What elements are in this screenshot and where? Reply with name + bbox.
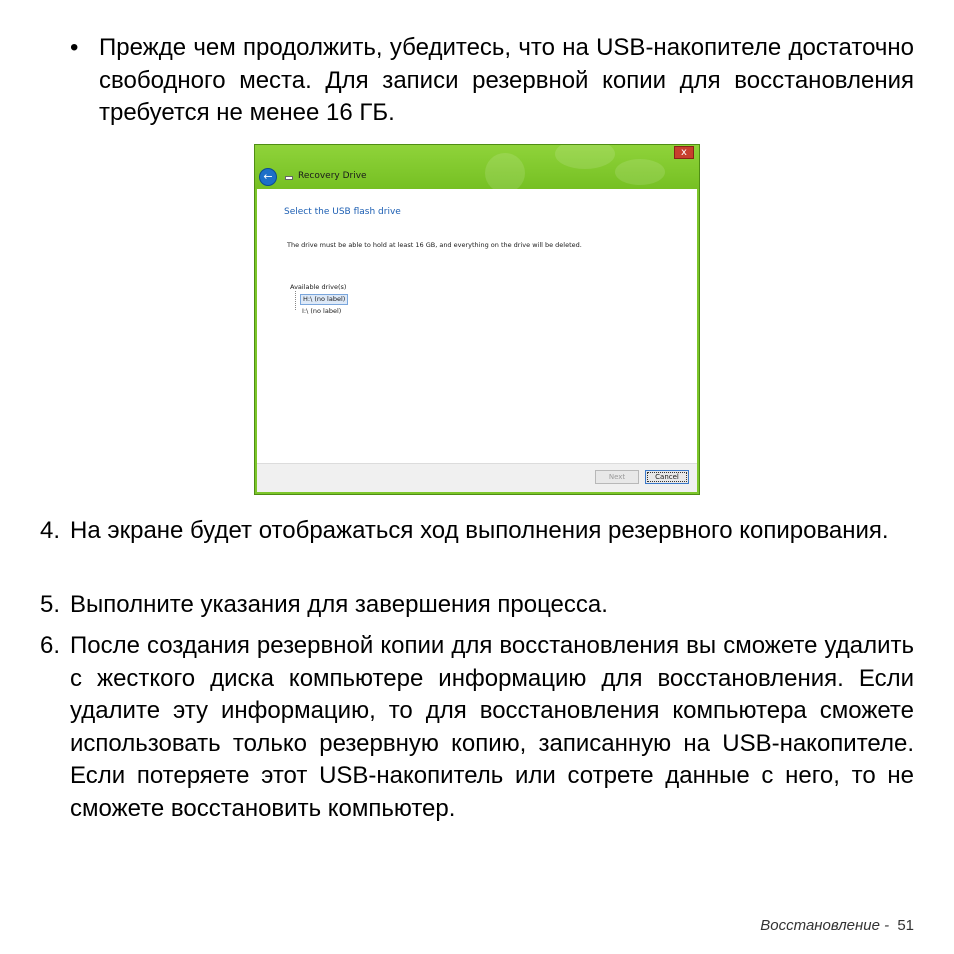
page-footer [760, 917, 914, 934]
cancel-button[interactable]: Cancel [645, 470, 689, 484]
close-icon[interactable]: x [674, 146, 694, 159]
step-text: Выполните указания для завершения процесса. [70, 591, 608, 618]
drive-item-h[interactable]: H:\ (no label) [300, 294, 348, 305]
footer-section: Восстановление - [760, 917, 890, 934]
drive-item-i[interactable]: I:\ (no label) [302, 307, 342, 315]
dialog-content [257, 189, 697, 492]
bullet-marker: • [70, 34, 79, 61]
step-number: 4. [40, 517, 61, 544]
bullet-paragraph: Прежде чем продолжить, убедитесь, что на USB-накопителе достаточно свободного места. Для записи резервной копии для восстановления требуется не менее 16 ГБ. [99, 34, 914, 126]
dialog-heading: Select the USB flash drive [284, 207, 401, 217]
next-button[interactable]: Next [595, 470, 639, 484]
available-drives-label: Available drive(s) [290, 283, 347, 291]
window-titlebar [255, 145, 699, 189]
step-text: После создания резервной копии для восстановления вы сможете удалить с жесткого диска компьютере информацию для восстановления. Если удалите эту информацию, то для восстановления компьютера сможете использовать только резервную копию, записанную на USB-накопителе. Если потеряете этот USB-накопитель или сотрете данные с него, то не сможете восстановить компьютер. [70, 632, 914, 822]
dialog-description: The drive must be able to hold at least 16 GB, and everything on the drive will be deleted. [287, 241, 582, 249]
dialog-footer [257, 463, 697, 492]
step-text: На экране будет отображаться ход выполнения резервного копирования. [70, 517, 889, 544]
step-number: 6. [40, 632, 61, 659]
back-arrow-icon[interactable]: ← [259, 168, 277, 186]
window-title: Recovery Drive [298, 171, 367, 181]
drive-icon [285, 176, 293, 180]
step-number: 5. [40, 591, 61, 618]
recovery-drive-screenshot [254, 144, 700, 495]
page-number: 51 [897, 917, 914, 934]
